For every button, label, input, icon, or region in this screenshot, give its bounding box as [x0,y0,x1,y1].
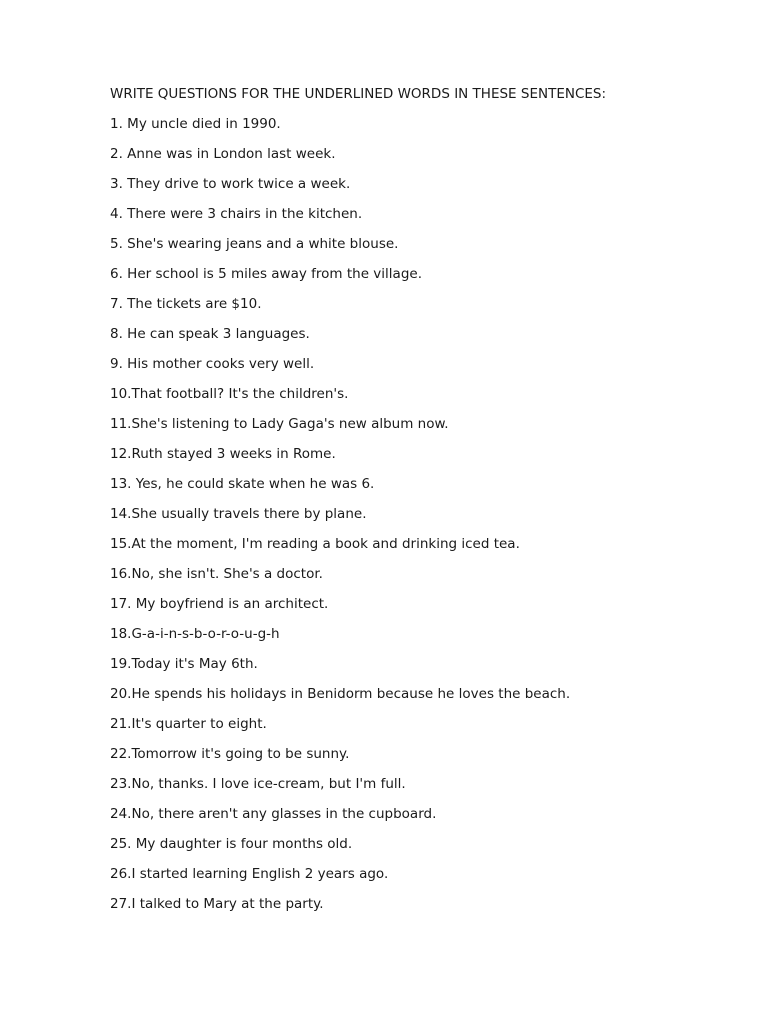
sentence-item: 1. My uncle died in 1990. [110,116,281,132]
sentence-item: 22.Tomorrow it's going to be sunny. [110,746,350,762]
sentence-item: 7. The tickets are $10. [110,296,262,312]
sentence-item: 20.He spends his holidays in Benidorm because he loves the beach. [110,686,571,702]
sentence-item: 4. There were 3 chairs in the kitchen. [110,206,363,222]
sentence-item: 3. They drive to work twice a week. [110,176,351,192]
sentence-item: 12.Ruth stayed 3 weeks in Rome. [110,446,336,462]
sentence-item: 19.Today it's May 6th. [110,656,258,672]
sentence-item: 26.I started learning English 2 years ago. [110,866,389,882]
sentence-item: 14.She usually travels there by plane. [110,506,367,522]
sentence-item: 8. He can speak 3 languages. [110,326,310,342]
sentence-item: 21.It's quarter to eight. [110,716,267,732]
sentence-item: 24.No, there aren't any glasses in the cupboard. [110,806,437,822]
sentence-item: 25. My daughter is four months old. [110,836,353,852]
sentence-item: 18.G-a-i-n-s-b-o-r-o-u-g-h [110,626,280,642]
sentence-item: 6. Her school is 5 miles away from the village. [110,266,422,282]
sentence-item: 13. Yes, he could skate when he was 6. [110,476,375,492]
sentence-item: 2. Anne was in London last week. [110,146,336,162]
sentence-item: 9. His mother cooks very well. [110,356,315,372]
sentence-item: 10.That football? It's the children's. [110,386,349,402]
sentence-item: 16.No, she isn't. She's a doctor. [110,566,323,582]
sentence-item: 23.No, thanks. I love ice-cream, but I'm full. [110,776,406,792]
sentence-item: 15.At the moment, I'm reading a book and drinking iced tea. [110,536,520,552]
sentence-item: 11.She's listening to Lady Gaga's new album now. [110,416,449,432]
exercise-heading: WRITE QUESTIONS FOR THE UNDERLINED WORDS IN THESE SENTENCES: [110,86,607,102]
sentence-item: 27.I talked to Mary at the party. [110,896,324,912]
sentence-item: 5. She's wearing jeans and a white blouse. [110,236,399,252]
sentence-item: 17. My boyfriend is an architect. [110,596,329,612]
sentence-list [110,114,570,924]
